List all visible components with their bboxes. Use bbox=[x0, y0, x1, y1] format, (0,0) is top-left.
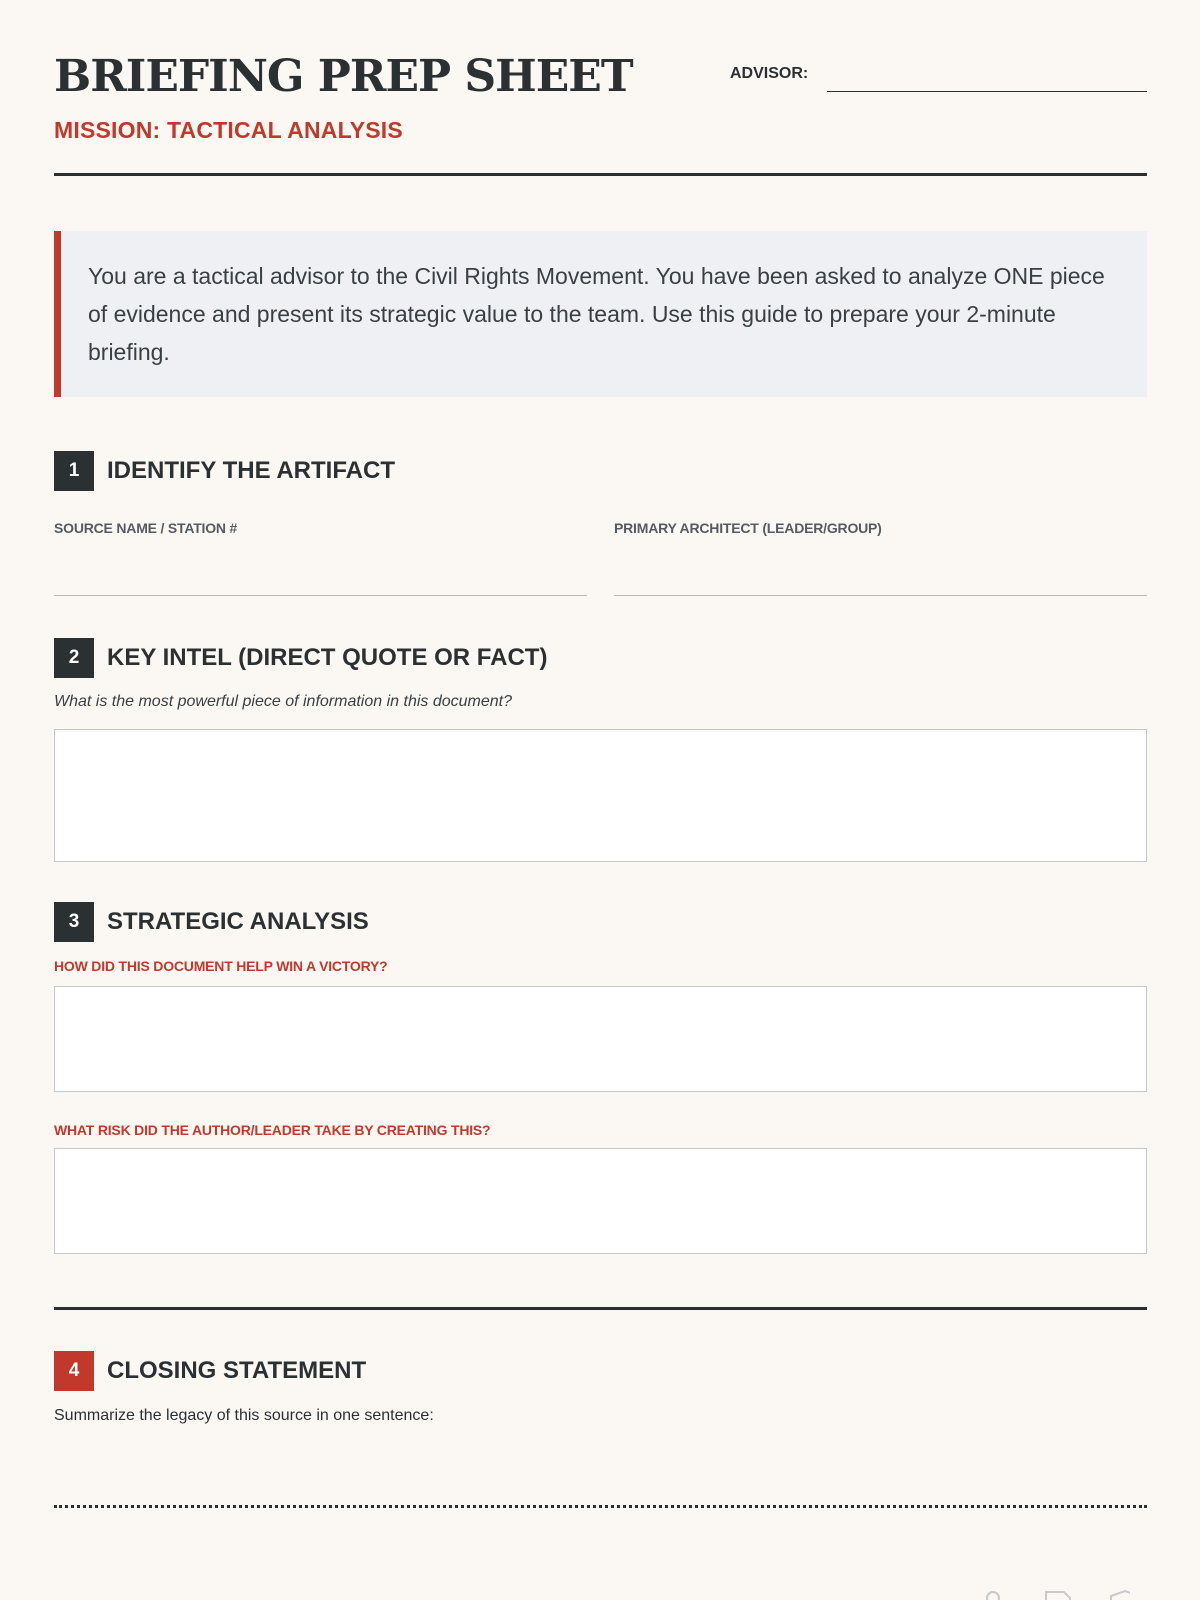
section-4-heading bbox=[54, 1351, 366, 1391]
pin-icon bbox=[987, 1592, 999, 1600]
advisor-name-field[interactable] bbox=[827, 91, 1147, 92]
key-intel-answer-box[interactable] bbox=[54, 729, 1147, 862]
header bbox=[54, 0, 1147, 178]
risk-question-label: WHAT RISK DID THE AUTHOR/LEADER TAKE BY CREATING THIS? bbox=[54, 1122, 491, 1138]
badge-icon bbox=[1111, 1591, 1130, 1600]
section-1-heading bbox=[54, 451, 395, 491]
section-3-heading bbox=[54, 902, 369, 942]
section-2-heading bbox=[54, 638, 547, 678]
section-number-badge: 2 bbox=[54, 638, 94, 678]
section-title: STRATEGIC ANALYSIS bbox=[107, 908, 369, 935]
source-name-label: SOURCE NAME / STATION # bbox=[54, 520, 238, 536]
victory-question-label: HOW DID THIS DOCUMENT HELP WIN A VICTORY? bbox=[54, 958, 388, 974]
section-title: CLOSING STATEMENT bbox=[107, 1357, 367, 1384]
section-number-badge: 4 bbox=[54, 1351, 94, 1391]
document-icon bbox=[1046, 1592, 1070, 1600]
victory-answer-box[interactable] bbox=[54, 986, 1147, 1092]
closing-statement-field[interactable] bbox=[54, 1505, 1147, 1508]
worksheet-page bbox=[54, 0, 1147, 1424]
source-name-field[interactable] bbox=[54, 595, 587, 596]
section-number-badge: 1 bbox=[54, 451, 94, 491]
footer-icons bbox=[980, 1588, 1130, 1600]
primary-architect-field[interactable] bbox=[614, 595, 1147, 596]
intro-callout: You are a tactical advisor to the Civil Rights Movement. You have been asked to analyze ONE piece of evidence and present its strategic value to the team. Use this guide to prepare your 2-minute briefing. bbox=[54, 231, 1147, 397]
section-title: KEY INTEL (DIRECT QUOTE OR FACT) bbox=[107, 644, 548, 671]
header-divider bbox=[54, 173, 1147, 176]
section-title: IDENTIFY THE ARTIFACT bbox=[107, 457, 395, 484]
advisor-label: ADVISOR: bbox=[730, 65, 809, 82]
risk-answer-box[interactable] bbox=[54, 1148, 1147, 1254]
closing-statement-prompt: Summarize the legacy of this source in one sentence: bbox=[54, 1407, 434, 1424]
page-subtitle: MISSION: TACTICAL ANALYSIS bbox=[54, 117, 403, 143]
primary-architect-label: PRIMARY ARCHITECT (LEADER/GROUP) bbox=[614, 520, 882, 536]
section-number-badge: 3 bbox=[54, 902, 94, 942]
page-title: BRIEFING PREP SHEET bbox=[54, 51, 633, 102]
key-intel-prompt: What is the most powerful piece of information in this document? bbox=[54, 693, 512, 710]
section-divider bbox=[54, 1307, 1147, 1310]
